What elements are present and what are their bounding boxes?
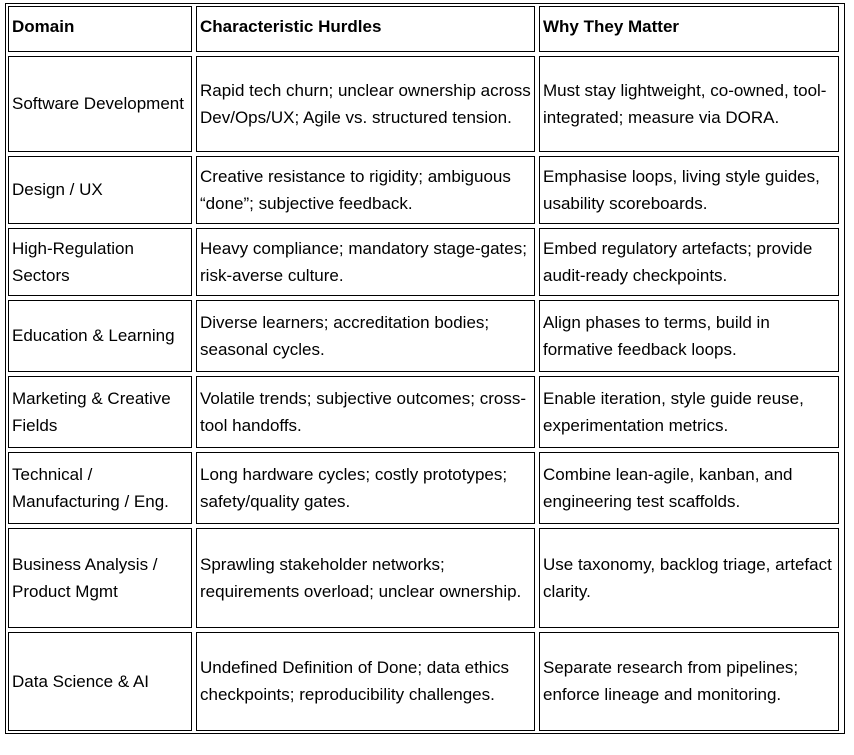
header-why: Why They Matter — [539, 6, 839, 52]
table-row — [6, 154, 844, 226]
hurdles-cell: Heavy compliance; mandatory stage-gates; risk-averse culture. — [196, 228, 535, 296]
why-cell: Enable iteration, style guide reuse, experimentation metrics. — [539, 376, 839, 448]
header-domain: Domain — [8, 6, 192, 52]
hurdles-cell: Long hardware cycles; costly prototypes; safety/quality gates. — [196, 452, 535, 524]
table-row — [6, 298, 844, 374]
table-row — [6, 526, 844, 630]
domain-cell: High-Regulation Sectors — [8, 228, 192, 296]
hurdles-cell: Undefined Definition of Done; data ethics checkpoints; reproducibility challenges. — [196, 632, 535, 731]
hurdles-cell: Rapid tech churn; unclear ownership across Dev/Ops/UX; Agile vs. structured tension. — [196, 56, 535, 152]
domain-cell: Design / UX — [8, 156, 192, 224]
table-row — [6, 630, 844, 733]
domain-cell: Marketing & Creative Fields — [8, 376, 192, 448]
why-cell: Use taxonomy, backlog triage, artefact clarity. — [539, 528, 839, 628]
why-cell: Embed regulatory artefacts; provide audit-ready checkpoints. — [539, 228, 839, 296]
domain-cell: Software Development — [8, 56, 192, 152]
why-cell: Emphasise loops, living style guides, usability scoreboards. — [539, 156, 839, 224]
domain-cell: Education & Learning — [8, 300, 192, 372]
why-cell: Combine lean-agile, kanban, and engineering test scaffolds. — [539, 452, 839, 524]
table-row — [6, 374, 844, 450]
domain-cell: Technical / Manufacturing / Eng. — [8, 452, 192, 524]
hurdles-cell: Sprawling stakeholder networks; requirements overload; unclear ownership. — [196, 528, 535, 628]
domain-cell: Business Analysis / Product Mgmt — [8, 528, 192, 628]
hurdles-cell: Volatile trends; subjective outcomes; cross-tool handoffs. — [196, 376, 535, 448]
why-cell: Align phases to terms, build in formative feedback loops. — [539, 300, 839, 372]
hurdles-cell: Diverse learners; accreditation bodies; seasonal cycles. — [196, 300, 535, 372]
why-cell: Must stay lightweight, co-owned, tool-integrated; measure via DORA. — [539, 56, 839, 152]
header-hurdles: Characteristic Hurdles — [196, 6, 535, 52]
table-row — [6, 226, 844, 298]
domain-cell: Data Science & AI — [8, 632, 192, 731]
table-row — [6, 450, 844, 526]
table-row — [6, 54, 844, 154]
header-row — [6, 4, 844, 54]
domain-hurdles-table — [5, 3, 845, 734]
why-cell: Separate research from pipelines; enforce lineage and monitoring. — [539, 632, 839, 731]
hurdles-cell: Creative resistance to rigidity; ambiguous “done”; subjective feedback. — [196, 156, 535, 224]
